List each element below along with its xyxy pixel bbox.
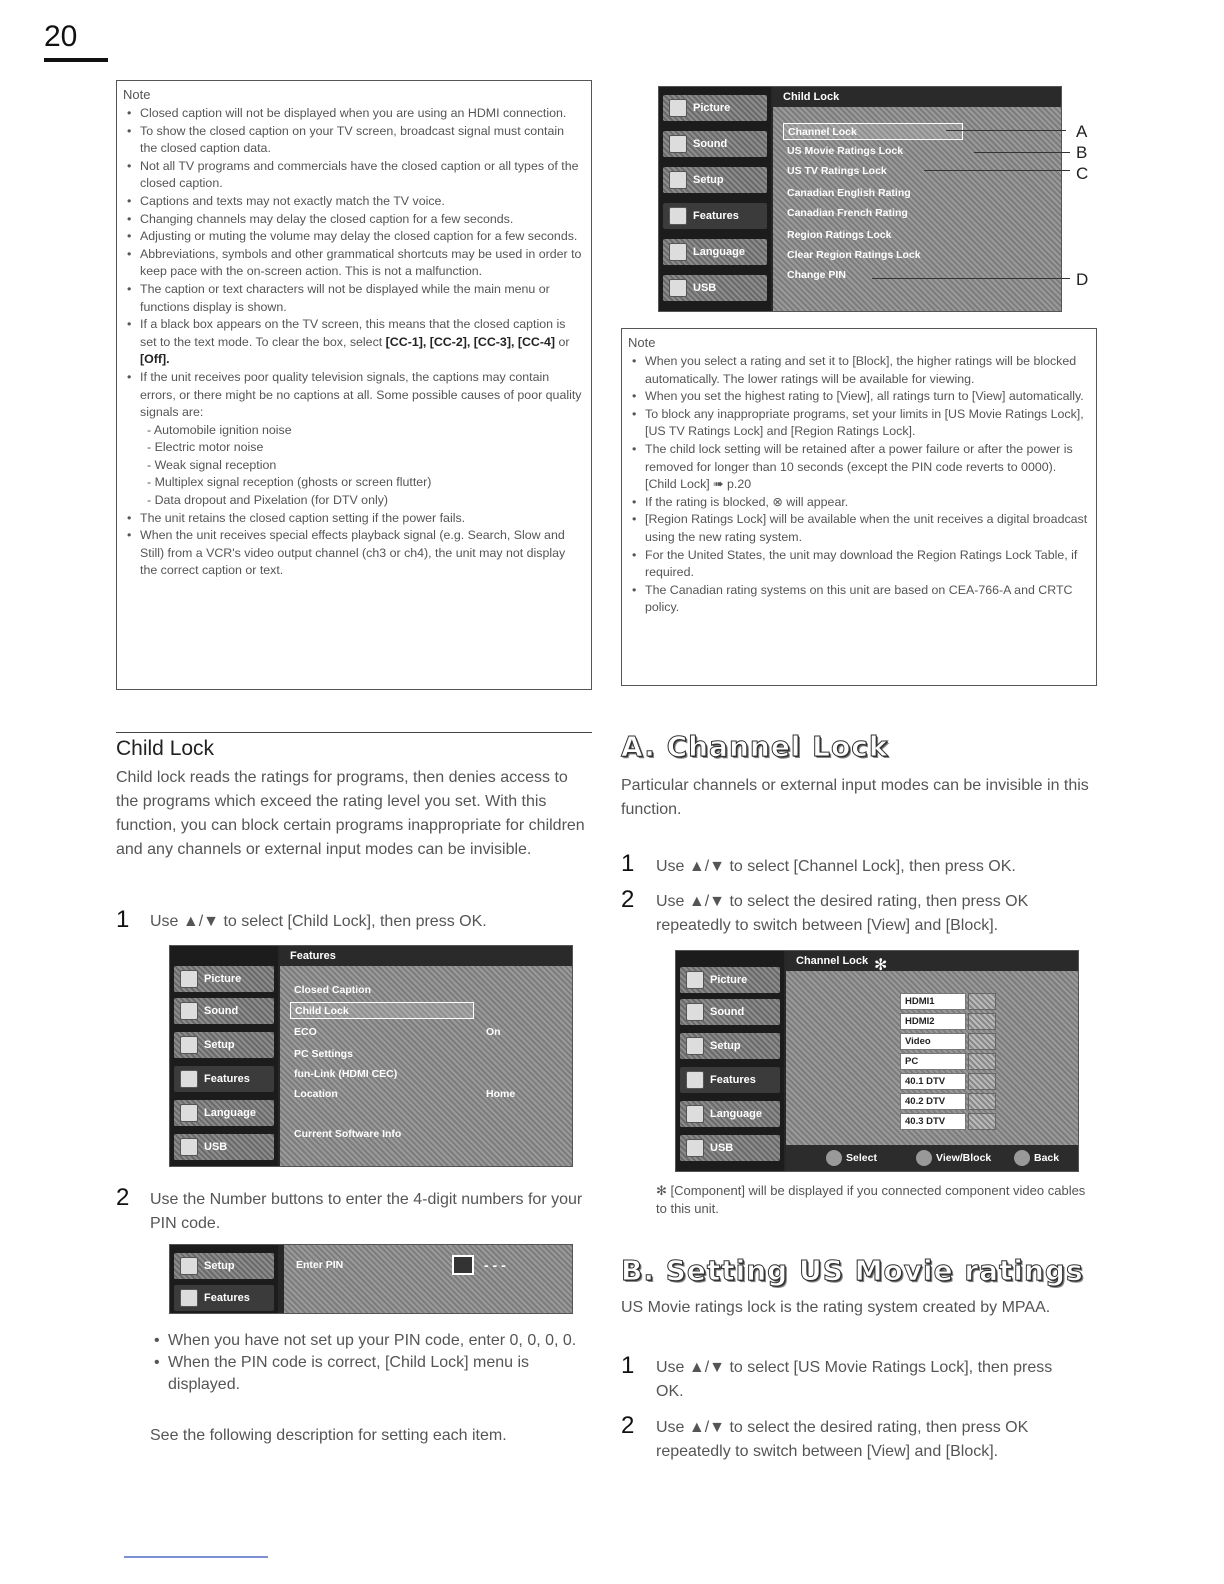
channel-view-toggle[interactable] (968, 1053, 996, 1070)
osd-row-canadian-french[interactable]: Canadian French Rating (787, 207, 908, 219)
section-heading-child-lock: Child Lock (116, 737, 215, 760)
features-icon (180, 1289, 198, 1307)
note-item: • The unit retains the closed caption setting if the power fails. (123, 510, 583, 528)
bullet-item: • When you have not set up your PIN code, enter 0, 0, 0, 0. (150, 1330, 590, 1352)
note-subitem: - Data dropout and Pixelation (for DTV only) (147, 493, 389, 508)
osd-row-change-pin[interactable]: Change PIN (787, 269, 846, 281)
osd-row-child-lock[interactable]: Child Lock (290, 1002, 474, 1019)
callout-line-d (872, 278, 1070, 279)
picture-icon (180, 970, 198, 988)
channel-view-toggle[interactable] (968, 1093, 996, 1110)
step-number: 2 (116, 1184, 130, 1211)
note-item: • When you set the highest rating to [View], all ratings turn to [View] automatically. (628, 388, 1088, 406)
note-title: Note (123, 87, 151, 102)
setup-icon (686, 1037, 704, 1055)
osd-row-us-movie[interactable]: US Movie Ratings Lock (787, 145, 904, 157)
note-item: • To block any inappropriate programs, set your limits in [US Movie Ratings Lock], [US TV Ratings Lock] and [Region Ratings Lock]. (628, 406, 1088, 441)
pin-digits: - - - (484, 1257, 506, 1273)
osd-menu-language[interactable]: Language (174, 1100, 274, 1126)
usb-icon (669, 279, 687, 297)
osd-row-location[interactable]: Location (294, 1088, 338, 1100)
osd-row-closed-caption[interactable]: Closed Caption (294, 984, 372, 996)
callout-label-d: D (1076, 270, 1089, 289)
language-icon (669, 243, 687, 261)
step-number: 2 (621, 886, 635, 913)
page-number-rule (44, 58, 108, 62)
note-item: • When you select a rating and set it to [Block], the higher ratings will be blocked automatically. The lower ratings will be available for viewing. (628, 353, 1088, 388)
osd-enter-pin (169, 1244, 573, 1314)
ok-button-icon (916, 1150, 932, 1166)
step-number: 1 (621, 850, 635, 877)
note-item (123, 316, 583, 369)
osd-channel-lock (675, 950, 1079, 1172)
osd-menu-column (659, 87, 771, 311)
callout-line-a (946, 130, 1066, 131)
language-icon (180, 1104, 198, 1122)
usb-icon (686, 1139, 704, 1157)
note-item: • Abbreviations, symbols and other grammatical shortcuts may be used in order to keep pace with the on-screen action. This is not a malfunction. (123, 246, 583, 281)
osd-menu-setup[interactable]: Setup (174, 1032, 274, 1058)
note-item: • Changing channels may delay the closed caption for a few seconds. (123, 211, 583, 229)
note-item: • Adjusting or muting the volume may delay the closed caption for a few seconds. (123, 228, 583, 246)
note-item: • Closed caption will not be displayed when you are using an HDMI connection. (123, 105, 583, 123)
child-lock-intro: Child lock reads the ratings for programs, then denies access to the programs which exceed the rating level you set. With this function, you can block certain programs inappropriate for children and any channels or external input modes can be invisible. (116, 769, 585, 858)
osd-panel (284, 1245, 572, 1313)
channel-block-icon[interactable] (968, 1113, 996, 1130)
banner-channel-lock: A. Channel Lock (621, 730, 889, 763)
note-list (123, 105, 583, 580)
note-item: • Captions and texts may not exactly match the TV voice. (123, 193, 583, 211)
select-button-icon (826, 1150, 842, 1166)
step-number: 1 (116, 906, 130, 933)
osd-menu-features[interactable]: Features (663, 203, 767, 229)
footer-link-rule (124, 1556, 268, 1558)
step-text: Use ▲/▼ to select [US Movie Ratings Lock], then press OK. (656, 1359, 1053, 1400)
setup-icon (669, 171, 687, 189)
sound-icon (686, 1003, 704, 1021)
callout-label-a: A (1076, 122, 1088, 141)
callout-label-c: C (1076, 164, 1089, 183)
note-item: • When the unit receives special effects playback signal (e.g. Search, Slow and Still) from a VCR's video output channel (ch3 or ch4), the unit may not display the correct caption or text. (123, 527, 583, 580)
channel-row[interactable]: PC (900, 1053, 966, 1070)
cc-or: or (558, 334, 570, 349)
component-footnote: ✻ [Component] will be displayed if you connected component video cables to this unit. (656, 1183, 1086, 1216)
pin-bullets (150, 1330, 590, 1396)
channel-row[interactable]: 40.2 DTV (900, 1093, 966, 1110)
osd-menu-language[interactable]: Language (680, 1101, 780, 1127)
cc-options: [CC-1], [CC-2], [CC-3], [CC-4] (385, 334, 555, 349)
channel-row[interactable]: HDMI1 (900, 993, 966, 1010)
osd-menu-usb[interactable]: USB (663, 275, 767, 301)
note-subitem: - Electric motor noise (147, 440, 264, 455)
note-item: • The caption or text characters will not be displayed while the main menu or functions display is shown. (123, 281, 583, 316)
language-icon (686, 1105, 704, 1123)
osd-panel-title: Features (280, 946, 572, 966)
osd-menu-column (170, 1245, 278, 1313)
osd-row-region-ratings[interactable]: Region Ratings Lock (787, 229, 892, 241)
osd-features-menu (169, 945, 573, 1167)
osd-panel (280, 946, 572, 1166)
channel-view-toggle[interactable] (968, 1033, 996, 1050)
step-text: Use ▲/▼ to select the desired rating, then press OK repeatedly to switch between [View] and [Block]. (656, 893, 1029, 934)
sound-icon (180, 1002, 198, 1020)
osd-eco-value: On (486, 1026, 501, 1038)
osd-row-us-tv[interactable]: US TV Ratings Lock (787, 165, 887, 177)
osd-menu-picture[interactable]: Picture (174, 966, 274, 992)
pin-digit-cursor[interactable] (452, 1255, 474, 1275)
osd-row-pc-settings[interactable]: PC Settings (294, 1048, 353, 1060)
osd-menu-picture[interactable]: Picture (663, 95, 767, 121)
usb-icon (180, 1138, 198, 1156)
footer-back[interactable]: Back (1014, 1145, 1059, 1171)
step-text: Use ▲/▼ to select the desired rating, then press OK repeatedly to switch between [View] and [Block]. (656, 1419, 1029, 1460)
us-movie-intro: US Movie ratings lock is the rating system created by MPAA. (621, 1299, 1051, 1316)
osd-row-channel-lock[interactable]: Channel Lock (783, 123, 963, 140)
osd-row-fun-link[interactable]: fun-Link (HDMI CEC) (294, 1068, 398, 1080)
callout-line-c (924, 170, 1070, 171)
note-subitem: - Automobile ignition noise (147, 422, 292, 437)
channel-view-toggle[interactable] (968, 993, 996, 1010)
osd-menu-setup[interactable]: Setup (663, 167, 767, 193)
footer-view-block[interactable]: View/Block (916, 1145, 991, 1171)
note-item: • For the United States, the unit may download the Region Ratings Lock Table, if required. (628, 547, 1088, 582)
setup-icon (180, 1257, 198, 1275)
back-button-icon (1014, 1150, 1030, 1166)
osd-menu-setup[interactable]: Setup (680, 1033, 780, 1059)
note-item: • The child lock setting will be retained after a power failure or after the power is removed for longer than 10 seconds (except the PIN code reverts to 0000). [Child Lock] ➠ p.20 (628, 441, 1088, 494)
step-text: Use ▲/▼ to select [Child Lock], then press OK. (150, 913, 487, 930)
picture-icon (686, 971, 704, 989)
setup-icon (180, 1036, 198, 1054)
cc-off: [Off]. (140, 352, 170, 367)
note-item: • If the rating is blocked, ⊗ will appear. (628, 494, 1088, 512)
note-item: • If the unit receives poor quality television signals, the captions may contain errors, or there might be no captions at all. Some possible causes of poor quality signals are: (123, 369, 583, 422)
osd-menu-picture[interactable]: Picture (680, 967, 780, 993)
step-number: 2 (621, 1412, 635, 1439)
osd-row-clear-region[interactable]: Clear Region Ratings Lock (787, 249, 921, 261)
note-item: • The Canadian rating systems on this unit are based on CEA-766-A and CRTC policy. (628, 582, 1088, 617)
section-rule (116, 732, 592, 733)
osd-menu-features[interactable]: Features (680, 1067, 780, 1093)
channel-row[interactable]: Video (900, 1033, 966, 1050)
osd-panel (786, 951, 1078, 1171)
osd-menu-sound[interactable]: Sound (663, 131, 767, 157)
channel-row[interactable]: 40.3 DTV (900, 1113, 966, 1130)
note-item-text: If a black box appears on the TV screen, this means that the closed caption is set to the text mode. To clear the box, select (140, 317, 566, 349)
channel-list (900, 993, 1000, 1143)
asterisk-marker: ✻ (874, 957, 888, 974)
osd-panel-title: Child Lock (773, 87, 1061, 107)
osd-menu-setup[interactable]: Setup (174, 1253, 274, 1279)
step-number: 1 (621, 1352, 635, 1379)
osd-row-eco[interactable]: ECO (294, 1026, 317, 1038)
osd-menu-column (170, 946, 278, 1166)
note-item: • Not all TV programs and commercials have the closed caption or all types of the closed caption. (123, 158, 583, 193)
step-text: Use ▲/▼ to select [Channel Lock], then press OK. (656, 858, 1016, 875)
sound-icon (669, 135, 687, 153)
osd-menu-sound[interactable]: Sound (680, 999, 780, 1025)
note-subitem: - Multiplex signal reception (ghosts or screen flutter) (147, 475, 432, 490)
channel-row[interactable]: 40.1 DTV (900, 1073, 966, 1090)
callout-label-b: B (1076, 143, 1088, 162)
osd-location-value: Home (486, 1088, 516, 1100)
osd-menu-column (676, 951, 784, 1171)
bullet-item: • When the PIN code is correct, [Child Lock] menu is displayed. (150, 1352, 590, 1396)
osd-row-canadian-english[interactable]: Canadian English Rating (787, 187, 911, 199)
note-box-child-lock (621, 328, 1097, 686)
osd-enter-pin-label: Enter PIN (296, 1259, 344, 1271)
osd-menu-sound[interactable]: Sound (174, 998, 274, 1024)
step-text: Use the Number buttons to enter the 4-digit numbers for your PIN code. (150, 1191, 583, 1232)
features-icon (669, 207, 687, 225)
osd-menu-usb[interactable]: USB (680, 1135, 780, 1161)
page-number: 20 (44, 20, 78, 53)
note-item: • To show the closed caption on your TV screen, broadcast signal must contain the closed caption data. (123, 123, 583, 158)
channel-view-toggle[interactable] (968, 1013, 996, 1030)
osd-row-software-info[interactable]: Current Software Info (294, 1128, 402, 1140)
osd-menu-usb[interactable]: USB (174, 1134, 274, 1160)
osd-menu-language[interactable]: Language (663, 239, 767, 265)
osd-footer (786, 1145, 1078, 1171)
channel-view-toggle[interactable] (968, 1073, 996, 1090)
note-box-closed-caption (116, 80, 592, 690)
channel-row[interactable]: HDMI2 (900, 1013, 966, 1030)
banner-us-movie-ratings: B. Setting US Movie ratings (621, 1254, 1084, 1287)
closing-text: See the following description for setting each item. (150, 1427, 507, 1444)
picture-icon (669, 99, 687, 117)
osd-panel-title: Channel Lock (786, 951, 1078, 971)
footer-select[interactable]: Select (826, 1145, 877, 1171)
note-subitem: - Weak signal reception (147, 457, 277, 472)
callout-line-b (974, 152, 1070, 153)
features-icon (180, 1070, 198, 1088)
features-icon (686, 1071, 704, 1089)
note-item: • [Region Ratings Lock] will be available when the unit receives a digital broadcast using the new rating system. (628, 511, 1088, 546)
note-list (628, 353, 1088, 617)
note-title: Note (628, 335, 656, 350)
osd-menu-features[interactable]: Features (174, 1285, 274, 1311)
channel-lock-intro: Particular channels or external input modes can be invisible in this function. (621, 777, 1089, 818)
osd-menu-features[interactable]: Features (174, 1066, 274, 1092)
